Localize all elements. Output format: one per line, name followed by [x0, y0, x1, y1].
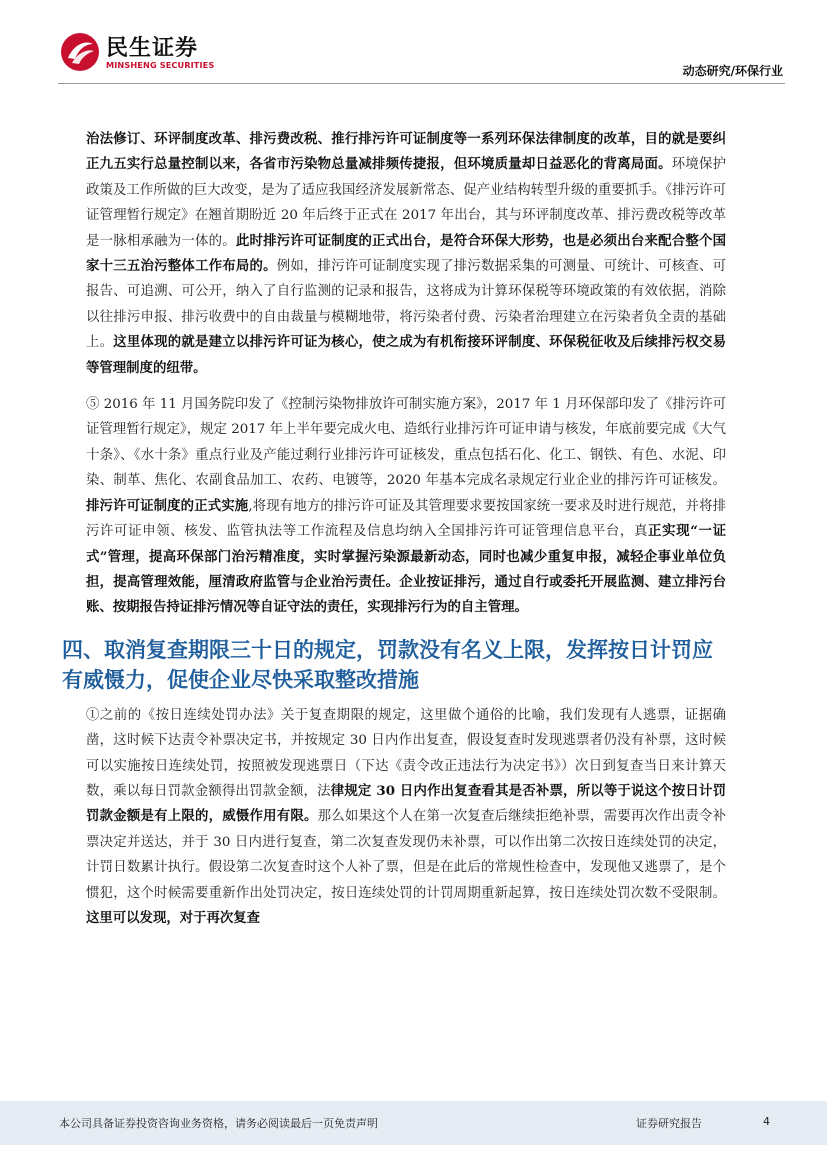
logo-chinese-name: 民生证券 [106, 36, 199, 61]
bold-text-run: 此时排污许可证制度的正式出台，是符合环保大形势，也是必须出台来配合整个国家十三五治污整体工作布局的。 [86, 232, 726, 275]
minsheng-logo-icon [60, 32, 100, 72]
minsheng-logo [60, 30, 220, 74]
report-category: 动态研究/环保行业 [682, 64, 783, 78]
bold-text-run: 这里可以发现，对于再次复查 [86, 909, 261, 926]
text-run: ,将现有地方的排污许可证及其管理要求要按国家统一要求及时进行规范，并将排污许可证申领、核发、监管执法等工作流程及信息均纳入全国排污许可证管理信息平台，真 [86, 498, 727, 540]
text-run: 例如，排污许可证制度实现了排污数据采集的可测量、可统计、可核查、可报告、可追溯、可公开，纳入了自行监测的记录和报告，这将成为计算环保税等环境政策的有效依据，消除以往排污申报、排污收费中的自由裁量与模糊地带，将污染者付费、污染者治理建立在污染者负全责的基础上。 [86, 259, 727, 351]
text-run: 那么如果这个人在第一次复查后继续拒绝补票，需要再次作出责令补票决定并送达，并于 30 日内进行复查，第二次复查发现仍未补票，可以作出第二次按日连续处罚的决定，计罚日数累计执行。假设第二次复查时这个人补了票，但是在此后的常规性检查中，发现他又逃票了，是个惯犯，这个时候需要重新作出处罚决定，按日连续处罚的计罚周期重新起算，按日连续处罚次数不受限制。 [86, 809, 727, 901]
paragraph-1 [86, 127, 726, 381]
paragraph-2 [86, 392, 726, 621]
text-run: ①之前的《按日连续处罚办法》关于复查期限的规定，这里做个通俗的比喻，我们发现有人逃票，证据确凿，这时候下达责令补票决定书，并按规定 30 日内作出复查，假设复查时发现逃票者仍没有补票，这时候可以实施按日连续处罚，按照被发现逃票日（下达《责令改正违法行为决定书》）次日到复查当日来计算天数，乘以每日罚款金额得出罚款金额，法 [86, 707, 726, 799]
bold-text-run: 这里体现的就是建立以排污许可证为核心，使之成为有机衔接环评制度、环保税征收及后续排污权交易等管理制度的纽带。 [86, 334, 727, 376]
section-heading: 四、取消复查期限三十日的规定，罚款没有名义上限，发挥按日计罚应有威慑力，促使企业尽快采取整改措施 [62, 637, 713, 692]
footer-disclaimer: 本公司具备证券投资咨询业务资格，请务必阅读最后一页免责声明 [59, 1117, 378, 1130]
page-number: 4 [763, 1115, 770, 1128]
bold-text-run: 正实现“一证式”管理，提高环保部门治污精准度，实时掌握污染源最新动态，同时也减少重复申报，减轻企事业单位负担，提高管理效能，厘清政府监管与企业治污责任。企业按证排污，通过自行或委托开展监测、建立排污台账、按期报告持证排污情况等自证守法的责任，实现排污行为的自主管理。 [86, 523, 727, 616]
text-run: ⑤ 2016 年 11 月国务院印发了《控制污染物排放许可制实施方案》，2017 年 1 月环保部印发了《排污许可证管理暂行规定》，规定 2017 年上半年要完成火电、造纸行业排污许可证申请与核发，年底前要完成《大气十条》、《水十条》重点行业及产能过剩行业排污许可证核发，重点包括石化、化工、钢铁、有色、水泥、印染、制革、焦化、农副食品加工、农药、电镀等，2020 年基本完成名录规定行业企业的排污许可证核发。 [86, 397, 726, 489]
page-footer [0, 1101, 827, 1145]
report-body [62, 127, 727, 931]
logo-english-name: MINSHENG SECURITIES [106, 60, 215, 70]
footer-report-type: 证券研究报告 [636, 1117, 702, 1130]
bold-text-run: 排污许可证制度的正式实施 [86, 497, 249, 514]
bold-text-run: 律规定 30 日内作出复查看其是否补票，所以等于说这个按日计罚罚款金额是有上限的，威慑作用有限。 [86, 782, 726, 825]
paragraph-3 [86, 703, 726, 932]
bold-text-run: 治法修订、环评制度改革、排污费改税、推行排污许可证制度等一系列环保法律制度的改革，目的就是要纠正九五实行总量控制以来，各省市污染物总量减排频传捷报，但环境质量却日益恶化的背离局面。 [86, 131, 726, 173]
header-divider [58, 83, 785, 84]
text-run: 环境保护政策及工作所做的巨大改变，是为了适应我国经济发展新常态、促产业结构转型升级的重要抓手。《排污许可证管理暂行规定》在翘首期盼近 20 年后终于正式在 2017 年出台，其与环评制度改革、排污费改税等改革是一脉相承融为一体的。 [86, 157, 727, 249]
page-header [0, 0, 827, 90]
